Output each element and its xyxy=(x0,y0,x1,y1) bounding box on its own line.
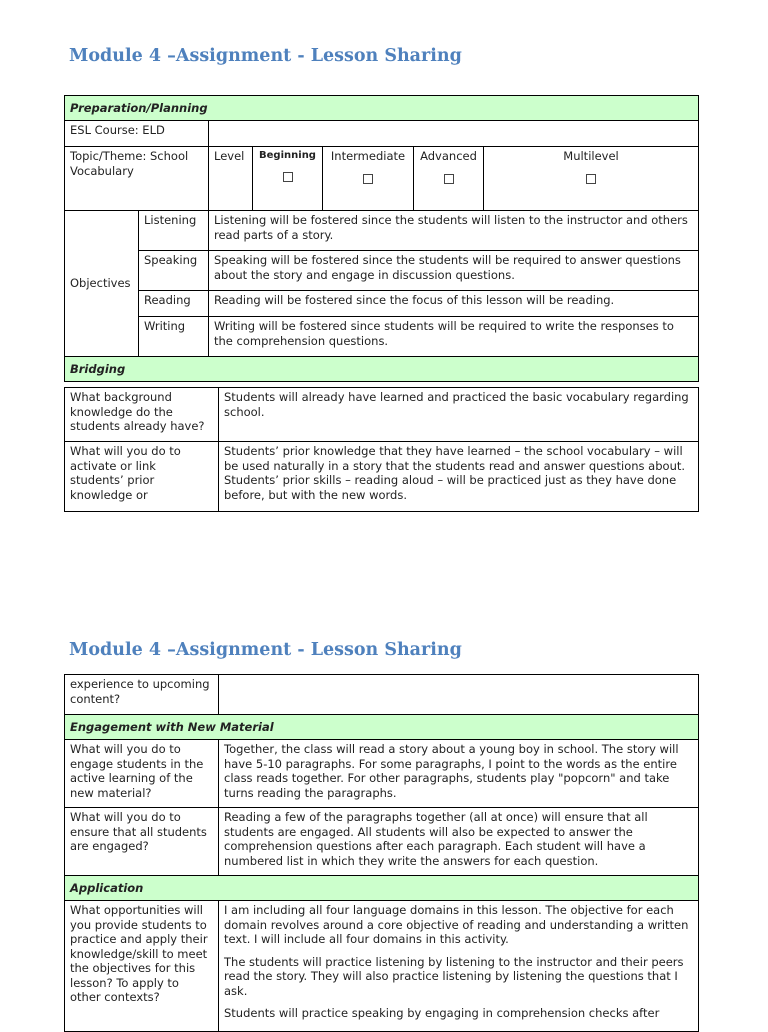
level-intermediate: Intermediate xyxy=(323,147,414,211)
section-heading-bridging: Bridging xyxy=(65,357,699,382)
checkbox-advanced[interactable] xyxy=(444,174,454,184)
answer-cell: Reading a few of the paragraphs together (all at once) will ensure that all students are engaged. All students will also be expected to answer the comprehension questions after each paragraph. Each student will have a numbered list in which they write the answers for each question. xyxy=(219,808,699,876)
answer-paragraph: I am including all four language domains in this lesson. The objective for each domain revolves around a core objective of reading and understanding a written text. I will include all four domains in this activity. xyxy=(224,903,689,946)
answer-cell: Students’ prior knowledge that they have learned – the school vocabulary – will be used naturally in a story that the students read and answer questions about. Students’ prior skills – reading aloud – will be practiced just as they have done before, but with the new words. xyxy=(219,442,699,512)
objective-text: Speaking will be fostered since the students will be required to answer questions about the story and engage in discussion questions. xyxy=(209,251,699,291)
question-cell: What opportunities will you provide students to practice and apply their knowledge/skill to meet the objectives for this lesson? To apply to other contexts? xyxy=(65,901,219,1032)
answer-cell xyxy=(219,901,699,1032)
objective-skill: Writing xyxy=(139,317,209,357)
page-title: Module 4 –Assignment - Lesson Sharing xyxy=(69,46,462,66)
esl-course: ESL Course: ELD xyxy=(65,121,209,147)
checkbox-multilevel[interactable] xyxy=(586,174,596,184)
level-beginning: Beginning xyxy=(253,147,323,211)
objective-skill: Reading xyxy=(139,291,209,317)
objective-text: Reading will be fostered since the focus of this lesson will be reading. xyxy=(209,291,699,317)
section-heading-preparation: Preparation/Planning xyxy=(65,96,699,121)
objective-skill: Speaking xyxy=(139,251,209,291)
section-heading-engagement: Engagement with New Material xyxy=(65,715,699,740)
answer-paragraph: Students will practice speaking by engaging in comprehension checks after xyxy=(224,1006,660,1020)
lesson-table-page2 xyxy=(64,674,699,1032)
level-advanced: Advanced xyxy=(414,147,484,211)
question-cell: What will you do to activate or link students’ prior knowledge or xyxy=(65,442,219,512)
checkbox-intermediate[interactable] xyxy=(363,174,373,184)
section-heading-application: Application xyxy=(65,876,699,901)
objective-text: Writing will be fostered since students will be required to write the responses to the comprehension questions. xyxy=(209,317,699,357)
page-title-2: Module 4 –Assignment - Lesson Sharing xyxy=(69,640,462,660)
topic-theme: Topic/Theme: School Vocabulary xyxy=(65,147,209,211)
lesson-table-page1 xyxy=(64,95,699,382)
bridging-table xyxy=(64,387,699,512)
objectives-label: Objectives xyxy=(65,211,139,357)
question-cell: What will you do to ensure that all students are engaged? xyxy=(65,808,219,876)
level-multilevel: Multilevel xyxy=(484,147,699,211)
question-cell: What background knowledge do the students already have? xyxy=(65,388,219,442)
objective-skill: Listening xyxy=(139,211,209,251)
level-label: Level xyxy=(209,147,253,211)
question-cell: experience to upcoming content? xyxy=(65,675,219,715)
answer-cell: Students will already have learned and practiced the basic vocabulary regarding school. xyxy=(219,388,699,442)
answer-paragraph: The students will practice listening by listening to the instructor and their peers read the story. They will also practice listening by listening the questions that I ask. xyxy=(224,954,684,998)
checkbox-beginning[interactable] xyxy=(283,172,293,182)
objective-text: Listening will be fostered since the students will listen to the instructor and others read parts of a story. xyxy=(209,211,699,251)
question-cell: What will you do to engage students in the active learning of the new material? xyxy=(65,740,219,808)
answer-cell: Together, the class will read a story about a young boy in school. The story will have 5-10 paragraphs. For some paragraphs, I point to the words as the entire class reads together. For other paragraphs, students play "popcorn" and take turns reading the paragraphs. xyxy=(219,740,699,808)
